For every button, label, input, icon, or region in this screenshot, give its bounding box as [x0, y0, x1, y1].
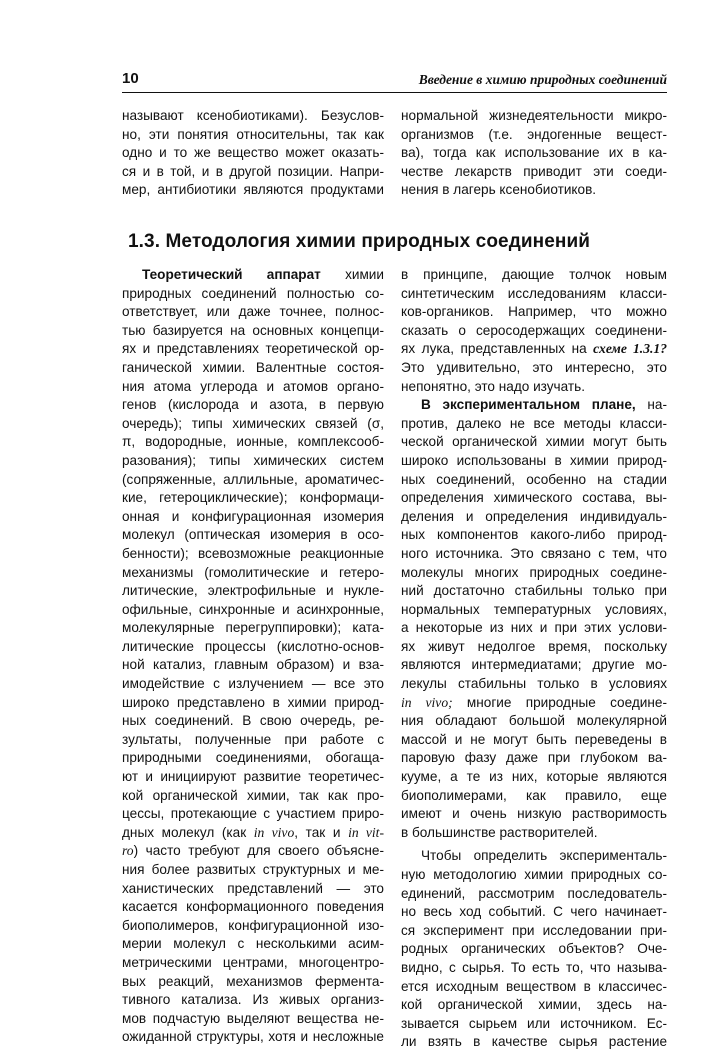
text-line: цессы, протекающие с участием приро- [122, 806, 384, 822]
lead-phrase: Теоретический аппарат [142, 267, 321, 282]
text-line: синтетическим исследованиям класси- [401, 285, 667, 301]
text-line: ется исходным веществом в классичес- [401, 978, 667, 994]
text-line: являются интермедиатами; другие мо- [401, 657, 667, 673]
text-line: единений, рассмотрим последователь- [401, 885, 667, 901]
text-line: разования); типы химических систем [122, 452, 384, 468]
text-line: ях живут недолгое время, поскольку [401, 638, 667, 654]
latin-term: in vivo; [401, 694, 453, 710]
text-line: механизмы (гомолитические и гетеро- [122, 564, 384, 580]
text-line: ся и в той, и в другой позиции. Напри- [122, 163, 384, 179]
text-fragment: ях лука, представленных на [401, 341, 594, 357]
text-fragment: , так и [294, 824, 349, 840]
text-line: тью базируется на основных концепци- [122, 322, 384, 338]
text-line: ных соединений, особенно на стадии [401, 471, 667, 487]
text-line: молекул (оптическая изомерия в осо- [122, 527, 384, 543]
text-line: ганической химии. Валентные состоя- [122, 359, 384, 375]
text-line: но весь ход событий. С чего начинает- [401, 904, 667, 920]
text-line: ния обладают большой молекулярной [401, 713, 667, 729]
text-line: массой и не могут быть переведены в [401, 731, 667, 747]
latin-term: ro [122, 843, 134, 859]
text-line: кой органической химии, так как про- [122, 787, 384, 803]
text-line [401, 694, 667, 713]
text-line: но, эти понятия относительны, так как [122, 126, 384, 142]
text-line: мов подчастую выделяют вещества не- [122, 1010, 384, 1026]
text-line: ва), тогда как использование их в ка- [401, 145, 667, 161]
text-line: молекулы многих природных соедине- [401, 564, 667, 580]
text-line: Это удивительно, это интересно, это [401, 359, 667, 375]
text-line: ханистических представлений — это [122, 880, 384, 896]
text-line: мер, антибиотики являются продуктами [122, 182, 384, 198]
latin-term: in vit- [348, 824, 384, 840]
text-line: ной катализ, главным образом) и вза- [122, 657, 384, 673]
running-title: Введение в химию природных соединений [418, 72, 667, 87]
text-line: кууме, а те из них, которые являются [401, 769, 667, 785]
text-line: деления и определения индивидуаль- [401, 508, 667, 524]
text-line: природных соединений полностью со- [122, 285, 384, 301]
scheme-reference: схеме 1.3.1? [593, 341, 667, 357]
text-line: ков-органиков. Например, что можно [401, 304, 667, 320]
text-line: вых реакций, механизмов фермента- [122, 973, 384, 989]
text-line: зультаты, полученные при работе с [122, 731, 384, 747]
page-header [122, 70, 667, 90]
text-line: очередь); типы химических связей (σ, [122, 415, 384, 431]
text-line: (сопряженные, аллильные, ароматичес- [122, 471, 384, 487]
text-line: касается конформационного поведения [122, 899, 384, 915]
text-line: ния атома углерода и атомов органо- [122, 378, 384, 394]
text-line: метрическими центрами, многоцентро- [122, 954, 384, 970]
text-line: называют ксенобиотиками). Безуслов- [122, 108, 384, 123]
text-line: тивного катализа. Из живых организ- [122, 992, 384, 1008]
top-right-column [401, 107, 667, 200]
text-line: в большинстве растворителей. [401, 824, 598, 840]
text-line: мерии молекул с несколькими асим- [122, 936, 384, 952]
text-line: паровую фазу даже при глубоком ва- [401, 750, 667, 766]
paragraph-lead-line [122, 266, 384, 285]
text-line: Чтобы определить эксперименталь- [421, 848, 667, 864]
page-number: 10 [122, 70, 139, 87]
text-line: лекулы стабильны только в условиях [401, 676, 667, 692]
text-line: молекулярные перегруппировки); ката- [122, 620, 384, 636]
text-line [122, 842, 384, 861]
text-line: ся эксперимент при исследовании при- [401, 922, 667, 938]
text-fragment: дных молекул (как [122, 824, 254, 840]
text-line: а некоторые из них и при этих услови- [401, 620, 667, 636]
text-line: имодействие с излучением — все это [122, 676, 384, 692]
text-line: зывается сырьем или источником. Ес- [401, 1015, 667, 1031]
text-line: нормальных температурных условиях, [401, 601, 667, 617]
text-line: ожиданной структуры, хотя и несложные [122, 1029, 384, 1045]
text-line: сказать о серосодержащих соединени- [401, 322, 667, 338]
text-line: ях и представлениях теоретической ор- [122, 341, 384, 357]
text-line: нормальной жизнедеятельности микро- [401, 108, 667, 123]
section-heading: 1.3. Методология химии природных соединений [128, 231, 591, 252]
text-line: биополимеров, конфигурационной изо- [122, 917, 384, 933]
text-line: ческой органической химии могут быть [401, 434, 667, 450]
text-line: видно, с сырья. То есть то, что называ- [401, 959, 667, 975]
text-line: офильные, синхронные и асинхронные, [122, 601, 384, 617]
text-line: кие, гетероциклические); конформаци- [122, 490, 384, 506]
text-line: ных соединений. В свою очередь, ре- [122, 713, 384, 729]
text-line: честве лекарств приводит эти соеди- [401, 163, 667, 179]
text-fragment: ) часто требуют для своего объясне- [133, 843, 384, 859]
text-line: ли взять в качестве сырья растение [401, 1034, 667, 1050]
text-line: литические, электрофильные и нукле- [122, 583, 384, 599]
text-line: онная и конфигурационная изомерия [122, 508, 384, 524]
text-line: широко представлено в химии природ- [122, 694, 384, 710]
text-line: ют и инициируют развитие теоретичес- [122, 769, 384, 785]
text-line: ных компонентов какого-либо природ- [401, 527, 667, 543]
text-line: имеют и очень низкую растворимость [401, 806, 667, 822]
text-line: литические процессы (кислотно-основ- [122, 638, 384, 654]
main-right-column [401, 266, 667, 1052]
text-line: ния более развитых структурных и ме- [122, 862, 384, 877]
main-left-column [122, 266, 384, 1047]
text-line: природными соединениями, обогаща- [122, 750, 384, 766]
text-line: ний достаточно стабильны только при [401, 583, 667, 599]
text-line: ответствует, или даже точнее, полнос- [122, 304, 384, 320]
text-line: непонятно, это надо изучать. [401, 378, 585, 394]
text-line: ного источника. Это связано с тем, что [401, 545, 667, 561]
text-line: родных органических объектов? Оче- [401, 941, 667, 957]
text-fragment: на- [635, 397, 668, 413]
text-line: одно и то же вещество может оказать- [122, 145, 384, 161]
text-line: генов (кислорода и азота, в первую [122, 397, 384, 413]
text-line: бенности); всевозможные реакционные [122, 545, 384, 561]
text-line [122, 824, 384, 843]
lead-phrase: В экспериментальном плане, [421, 397, 636, 413]
text-line: против, далеко не все методы класси- [401, 415, 667, 431]
text-line: ную методологию химии природных со- [401, 867, 667, 882]
text-line: кой органической химии, здесь на- [401, 997, 667, 1013]
text-line: нения в лагерь ксенобиотиков. [401, 182, 597, 198]
text-line: определения химического состава, вы- [401, 490, 667, 506]
text-line: биополимерами, как правило, еще [401, 787, 667, 803]
text-line: π, водородные, ионные, комплексооб- [122, 434, 384, 450]
header-rule [122, 92, 667, 93]
text-line [401, 340, 667, 359]
paragraph-lead-line [401, 396, 667, 415]
text-line: организмов (т.е. эндогенные вещест- [401, 126, 667, 142]
top-left-column [122, 107, 384, 200]
latin-term: in vivo [253, 824, 295, 840]
text-fragment: многие природные соедине- [452, 694, 667, 710]
text-line: в принципе, дающие толчок новым [401, 267, 667, 282]
text-line: широко использованы в химии природ- [401, 452, 667, 468]
text-fragment: химии [320, 267, 384, 282]
